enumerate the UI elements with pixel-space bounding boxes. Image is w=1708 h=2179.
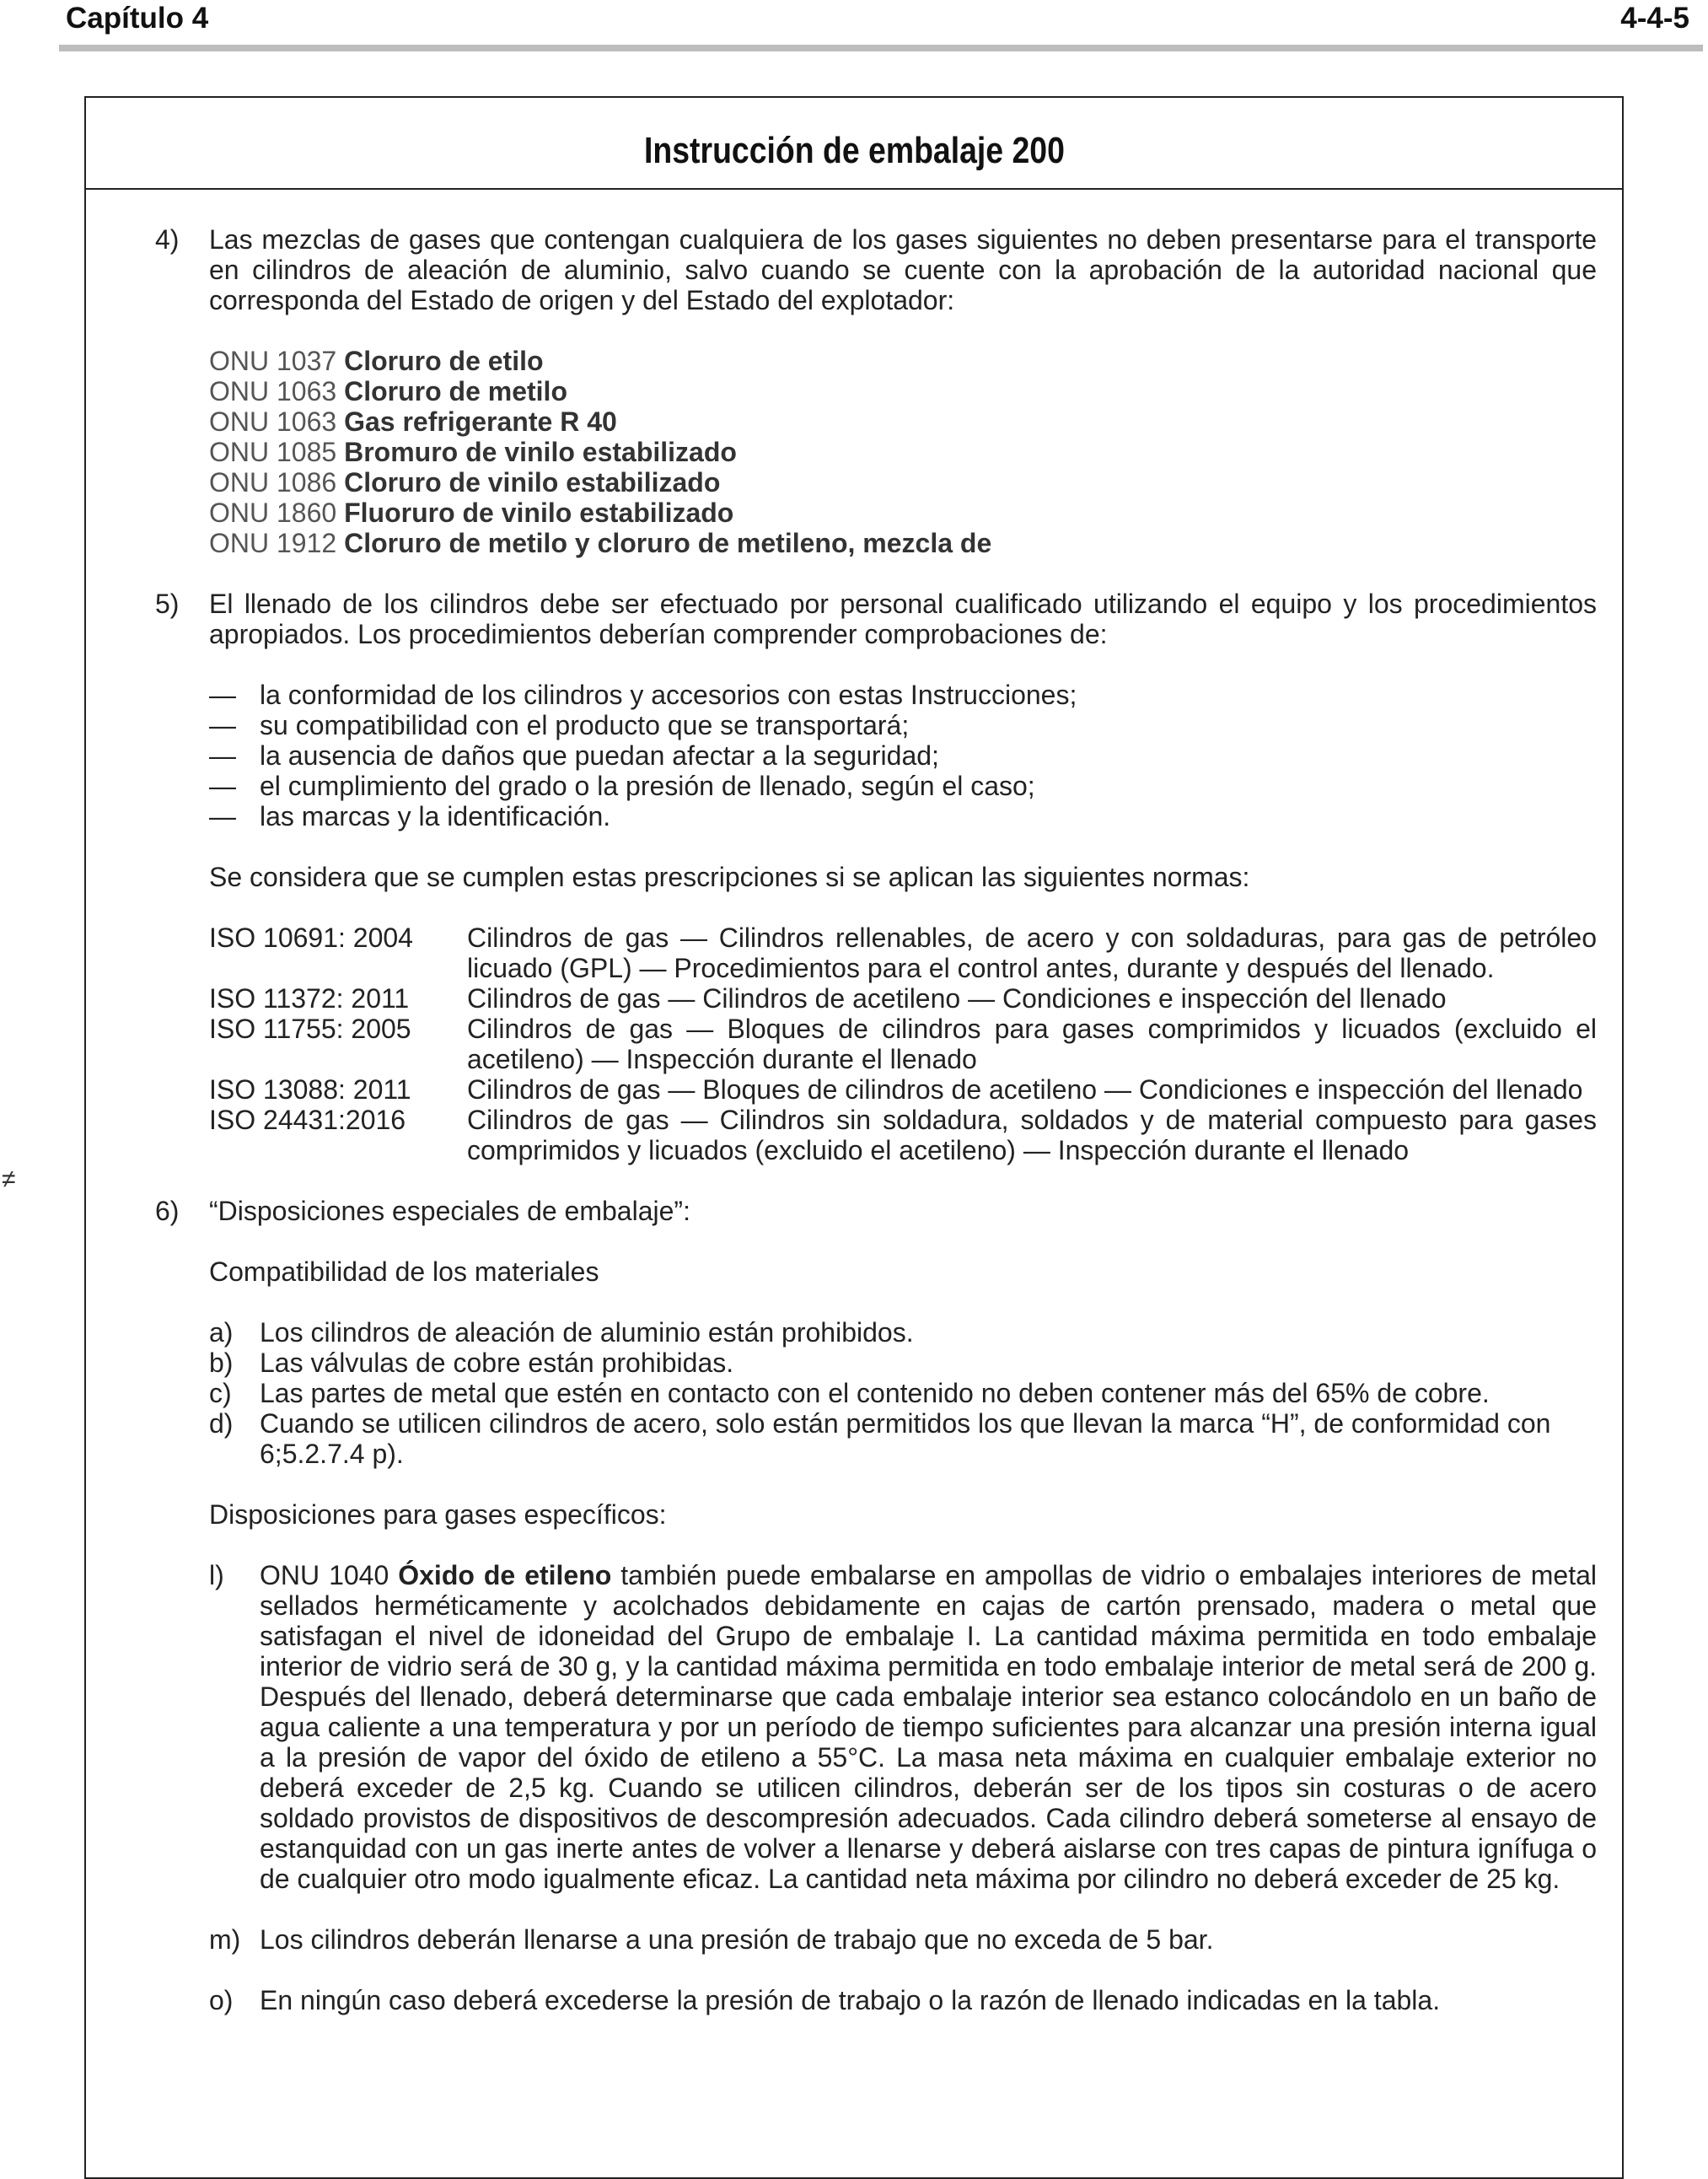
un-entry — [209, 467, 1597, 498]
item-number: 6) — [155, 1196, 180, 1226]
provision-l — [209, 1560, 1597, 1894]
standard-entry — [209, 1014, 1597, 1074]
check-item — [209, 710, 1597, 740]
provision-body: también puede embalarse en ampollas de vidrio o embalajes interiores de metal sellados herméticamente y acolchados debidamente en cajas de cartón prensado, madera o metal que satisfagan el nivel de idoneidad del Grupo de embalaje I. La cantidad máxima permitida en todo embalaje interior de vidrio será de 30 g, y la cantidad máxima permitida en todo embalaje interior de metal será de 200 g. Después del llenado, deberá determinarse que cada embalaje interior sea estanco colocándolo en un baño de agua caliente a una temperatura y por un período de tiempo suficientes para alcanzar una presión interna igual a la presión de vapor del óxido de etileno a 55°C. La masa neta máxima en cualquier embalaje exterior no deberá exceder de 2,5 kg. Cuando se utilicen cilindros, deberán ser de los tipos sin costuras o de acero soldado provistos de dispositivos de descompresión adecuados. Cada cilindro deberá someterse al ensayo de estanquidad con un gas inerte antes de volver a llenarse y deberá aislarse con tres capas de pintura ignífuga o de cualquier otro modo igualmente eficaz. La cantidad neta máxima por cilindro no deberá exceder de 25 kg. — [260, 1560, 1597, 1894]
compat-item — [209, 1317, 1597, 1348]
check-item — [209, 680, 1597, 710]
un-code: ONU 1086 — [209, 467, 337, 498]
item-label: o) — [209, 1985, 234, 2015]
item-label: l) — [209, 1560, 224, 1590]
standard-entry — [209, 983, 1597, 1014]
compat-item — [209, 1408, 1597, 1469]
dash: — — [209, 680, 236, 710]
item-label: b) — [209, 1348, 234, 1378]
check-item — [209, 740, 1597, 771]
compat-text: Los cilindros de aleación de aluminio están prohibidos. — [260, 1317, 914, 1348]
dash: — — [209, 771, 236, 801]
un-code: ONU 1912 — [209, 528, 337, 558]
provision-text — [260, 1560, 1597, 1894]
title-row — [86, 98, 1622, 190]
un-entry — [209, 437, 1597, 467]
un-code: ONU 1040 — [260, 1560, 389, 1590]
compat-list — [209, 1317, 1597, 1469]
un-code: ONU 1063 — [209, 406, 337, 437]
un-entry — [209, 346, 1597, 376]
standard-code: ISO 13088: 2011 — [209, 1074, 411, 1105]
un-entry — [209, 528, 1597, 558]
compat-item — [209, 1348, 1597, 1378]
check-text: su compatibilidad con el producto que se transportará; — [260, 710, 910, 740]
un-list — [209, 346, 1597, 558]
substance-name: Cloruro de etilo — [344, 346, 544, 376]
item-label: c) — [209, 1378, 232, 1408]
substance-name: Cloruro de vinilo estabilizado — [344, 467, 721, 498]
substance-name: Fluoruro de vinilo estabilizado — [344, 498, 734, 528]
check-text: la conformidad de los cilindros y accesorios con estas Instrucciones; — [260, 680, 1077, 710]
un-code: ONU 1063 — [209, 376, 337, 406]
un-entry — [209, 376, 1597, 406]
standard-text: Cilindros de gas — Cilindros sin soldadura, soldados y de material compuesto para gases comprimidos y licuados (excluido el acetileno) — Inspección durante el llenado — [467, 1105, 1597, 1165]
check-list — [209, 680, 1597, 831]
un-code: ONU 1860 — [209, 498, 337, 528]
check-text: la ausencia de daños que puedan afectar a la seguridad; — [260, 740, 939, 771]
norms-intro: Se considera que se cumplen estas prescripciones si se aplican las siguientes normas: — [209, 862, 1250, 892]
item-number: 5) — [155, 589, 180, 619]
chapter-label: Capítulo 4 — [66, 2, 209, 35]
compat-text: Las válvulas de cobre están prohibidas. — [260, 1348, 734, 1378]
compat-heading: Compatibilidad de los materiales — [209, 1256, 599, 1287]
instruction-box — [84, 96, 1624, 2179]
specific-heading: Disposiciones para gases específicos: — [209, 1499, 667, 1530]
standard-entry — [209, 1105, 1597, 1165]
standards-list — [209, 923, 1597, 1165]
standard-text: Cilindros de gas — Cilindros rellenables, de acero y con soldaduras, para gas de petróleo licuado (GPL) — Procedimientos para el control antes, durante y después del llenado. — [467, 923, 1597, 983]
un-entry — [209, 406, 1597, 437]
provision-o — [209, 1985, 1597, 2015]
page-title: Instrucción de embalaje 200 — [643, 130, 1065, 171]
item-4 — [155, 224, 1597, 558]
un-code: ONU 1085 — [209, 437, 337, 467]
provision-text: Los cilindros deberán llenarse a una presión de trabajo que no exceda de 5 bar. — [260, 1924, 1214, 1955]
check-text: las marcas y la identificación. — [260, 801, 611, 831]
substance-name: Cloruro de metilo y cloruro de metileno, mezcla de — [344, 528, 992, 558]
standard-text: Cilindros de gas — Bloques de cilindros para gases comprimidos y licuados (excluido el acetileno) — Inspección durante el llenado — [467, 1014, 1597, 1074]
check-text: el cumplimiento del grado o la presión de llenado, según el caso; — [260, 771, 1035, 801]
item-number: 4) — [155, 224, 180, 255]
substance-name: Óxido de etileno — [398, 1560, 612, 1590]
item-text: El llenado de los cilindros debe ser efectuado por personal cualificado utilizando el equipo y los procedimientos apropiados. Los procedimientos deberían comprender comprobaciones de: — [209, 589, 1597, 649]
substance-name: Bromuro de vinilo estabilizado — [344, 437, 737, 467]
substance-name: Gas refrigerante R 40 — [344, 406, 617, 437]
standard-text: Cilindros de gas — Cilindros de acetileno — Condiciones e inspección del llenado — [467, 983, 1447, 1014]
compat-item — [209, 1378, 1597, 1408]
provision-m — [209, 1924, 1597, 1955]
compat-text: Las partes de metal que estén en contacto con el contenido no deben contener más del 65% de cobre. — [260, 1378, 1490, 1408]
dash: — — [209, 740, 236, 771]
dash: — — [209, 801, 236, 831]
standard-entry — [209, 1074, 1597, 1105]
header-rule — [59, 45, 1703, 51]
item-6 — [155, 1196, 1597, 2015]
standard-code: ISO 11372: 2011 — [209, 983, 410, 1014]
item-label: m) — [209, 1924, 241, 1955]
item-text: Las mezclas de gases que contengan cualquiera de los gases siguientes no deben presentarse para el transporte en cilindros de aleación de aluminio, salvo cuando se cuente con la aprobación de la autoridad nacional que corresponda del Estado de origen y del Estado del explotador: — [209, 224, 1597, 315]
dash: — — [209, 710, 236, 740]
un-code: ONU 1037 — [209, 346, 337, 376]
page-number: 4-4-5 — [1620, 2, 1689, 35]
change-mark: ≠ — [2, 1165, 16, 1193]
item-label: a) — [209, 1317, 234, 1348]
check-item — [209, 771, 1597, 801]
item-text: “Disposiciones especiales de embalaje”: — [209, 1196, 690, 1226]
item-label: d) — [209, 1408, 234, 1439]
item-5 — [155, 589, 1597, 1165]
standard-code: ISO 10691: 2004 — [209, 923, 413, 953]
instruction-content — [155, 224, 1597, 2015]
standard-text: Cilindros de gas — Bloques de cilindros de acetileno — Condiciones e inspección del llenado — [467, 1074, 1583, 1105]
check-item — [209, 801, 1597, 831]
compat-text: Cuando se utilicen cilindros de acero, solo están permitidos los que llevan la marca “H”, de conformidad con 6;5.2.7.4 p). — [260, 1408, 1551, 1469]
un-entry — [209, 498, 1597, 528]
provision-text: En ningún caso deberá excederse la presión de trabajo o la razón de llenado indicadas en la tabla. — [260, 1985, 1441, 2015]
standard-code: ISO 24431:2016 — [209, 1105, 406, 1135]
standard-entry — [209, 923, 1597, 983]
standard-code: ISO 11755: 2005 — [209, 1014, 411, 1044]
substance-name: Cloruro de metilo — [344, 376, 567, 406]
